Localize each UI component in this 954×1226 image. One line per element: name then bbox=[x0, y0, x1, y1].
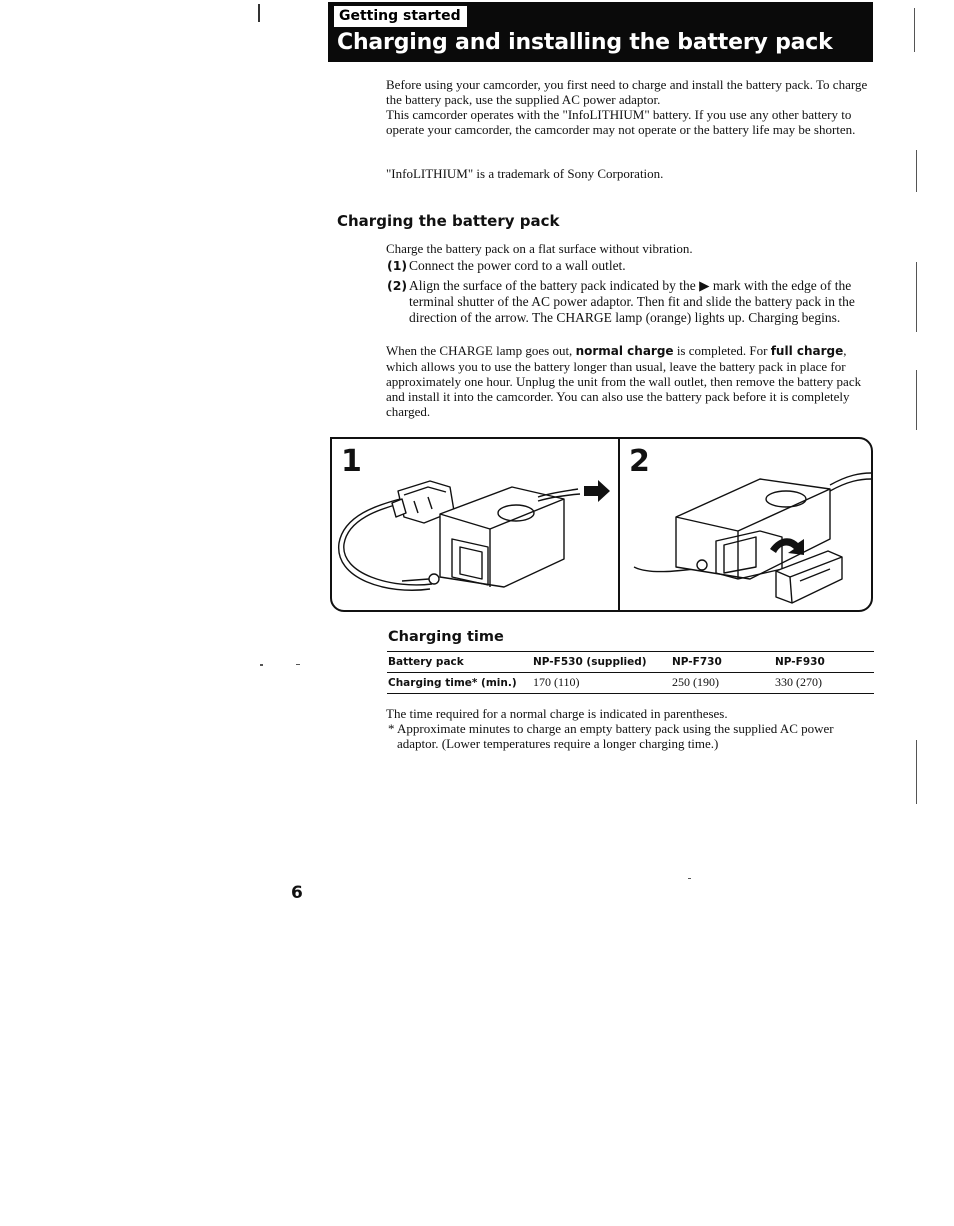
table-cell: 250 (190) bbox=[671, 673, 774, 694]
page-title: Charging and installing the battery pack bbox=[337, 30, 833, 55]
direction-arrow-icon bbox=[584, 480, 610, 502]
step-text: Align the surface of the battery pack indicated by the ▶ mark with the edge of the terminal shutter of the AC power adaptor. Then fit and slide the battery pack in the direction of the arrow. The CHARGE lamp (orange) lights up. Charging begins. bbox=[409, 278, 855, 325]
normal-charge-term: normal charge bbox=[575, 344, 674, 358]
scan-mark bbox=[258, 4, 260, 22]
step-text: Connect the power cord to a wall outlet. bbox=[409, 258, 626, 273]
table-cell: 170 (110) bbox=[532, 673, 671, 694]
scan-mark bbox=[296, 664, 300, 665]
scan-mark bbox=[916, 740, 917, 804]
section-label: Getting started bbox=[334, 6, 467, 27]
full-charge-paragraph: When the CHARGE lamp goes out, normal charge is completed. For full charge, which allows you to use the battery longer than usual, leave the battery pack in place for approximately one hour. Unplug the unit from the wall outlet, then remove the battery pack and install it into the camcorder. You can also use the battery pack before it is completely charged. bbox=[386, 343, 862, 419]
section-heading-charging-time: Charging time bbox=[388, 629, 504, 645]
full-charge-term: full charge bbox=[770, 344, 844, 358]
column-header: NP-F530 (supplied) bbox=[532, 652, 671, 673]
intro-paragraph: Before using your camcorder, you first need to charge and install the battery pack. To charge the battery pack, use the supplied AC power adaptor. This camcorder operates with the "InfoLITHIUM" battery. If you use any other battery to operate your camcorder, the camcorder may not operate or the battery life may be shorten. bbox=[386, 77, 868, 137]
asterisk-footnote: * Approximate minutes to charge an empty battery pack using the supplied AC power adaptor. (Lower temperatures require a longer charging time.) bbox=[388, 721, 834, 751]
scan-mark bbox=[916, 262, 917, 332]
step-number: (1) bbox=[387, 258, 408, 273]
scan-mark bbox=[914, 8, 915, 52]
scan-mark bbox=[260, 664, 263, 666]
scan-mark bbox=[688, 878, 691, 879]
panel-number: 2 bbox=[629, 444, 650, 479]
column-header: Battery pack bbox=[387, 652, 532, 673]
column-header: NP-F930 bbox=[774, 652, 874, 673]
page-number: 6 bbox=[291, 883, 303, 903]
trademark-note: "InfoLITHIUM" is a trademark of Sony Corporation. bbox=[386, 166, 664, 181]
battery-insertion-drawing bbox=[620, 439, 873, 611]
row-label: Charging time* (min.) bbox=[387, 673, 532, 694]
column-header: NP-F730 bbox=[671, 652, 774, 673]
step-1 bbox=[387, 258, 872, 274]
table-cell: 330 (270) bbox=[774, 673, 874, 694]
table-header-row bbox=[387, 652, 874, 673]
adaptor-with-cord-drawing bbox=[332, 439, 618, 611]
scan-mark bbox=[916, 150, 917, 192]
step-2 bbox=[387, 278, 872, 326]
step-number: (2) bbox=[387, 278, 408, 293]
table-row bbox=[387, 673, 874, 694]
scan-mark bbox=[916, 370, 917, 430]
charging-note: Charge the battery pack on a flat surface without vibration. bbox=[386, 241, 693, 256]
section-heading-charging: Charging the battery pack bbox=[337, 212, 560, 230]
charging-illustration bbox=[330, 437, 873, 612]
panel-number: 1 bbox=[341, 444, 362, 479]
parentheses-note: The time required for a normal charge is indicated in parentheses. bbox=[386, 706, 728, 721]
charging-time-table bbox=[387, 651, 874, 694]
